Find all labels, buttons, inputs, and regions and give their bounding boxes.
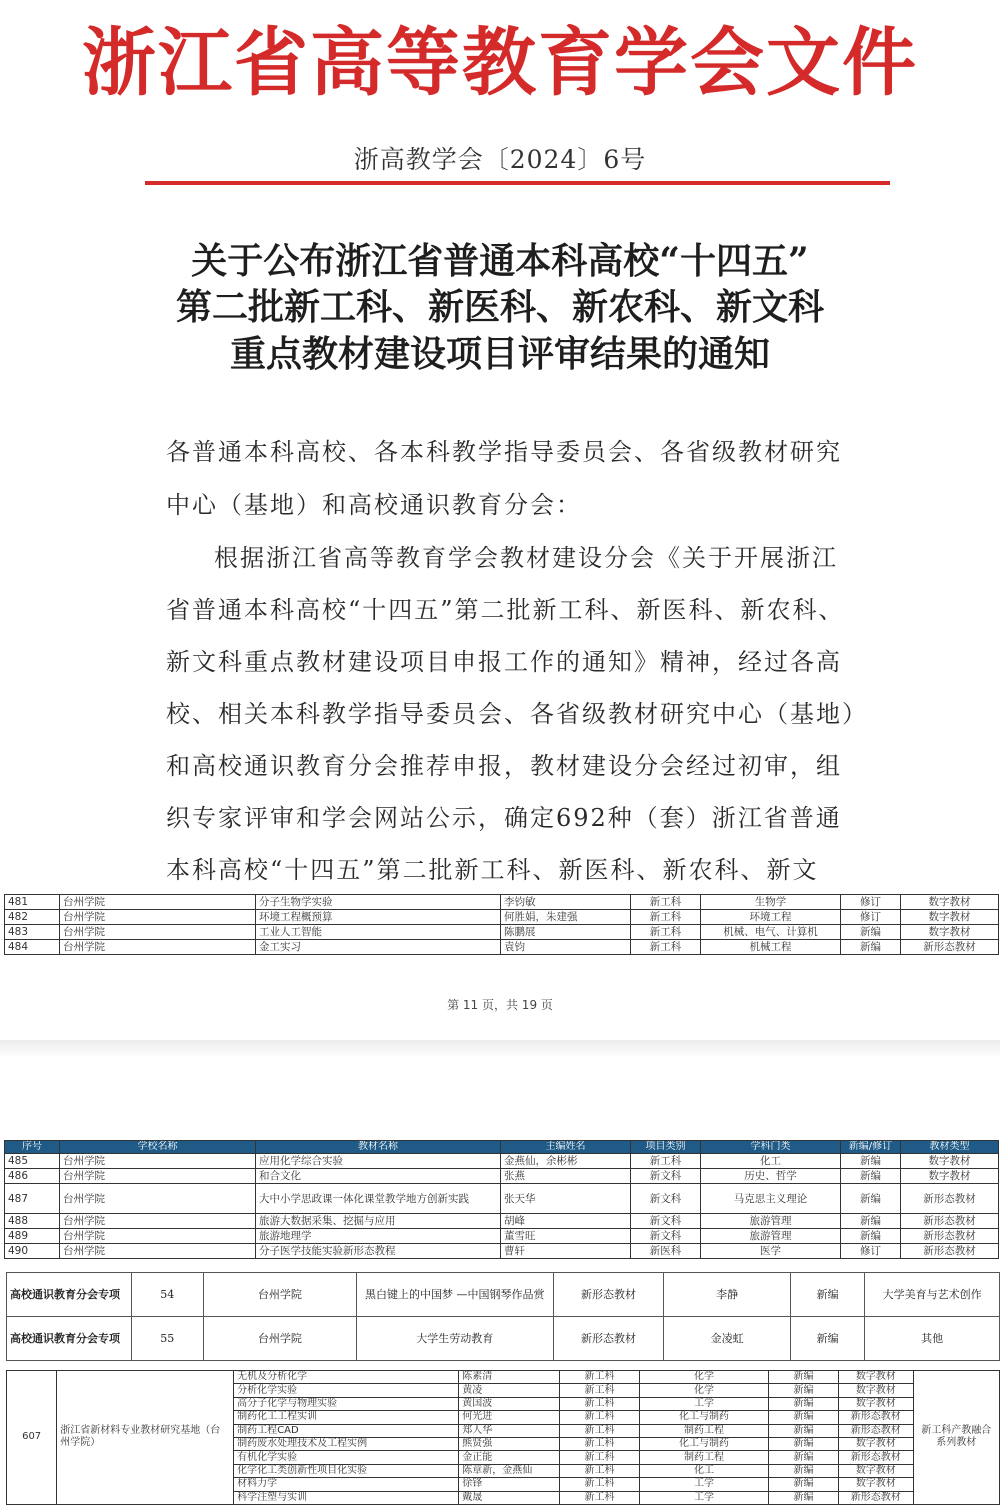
- table-cell: 新工科: [631, 895, 701, 910]
- table-cell: 486: [5, 1169, 60, 1184]
- table-cell: 数字教材: [839, 1464, 913, 1477]
- document-number: 浙高教学会〔2024〕6号: [353, 145, 647, 174]
- table-cell: 新形态教材: [553, 1317, 664, 1361]
- table-cell: 481: [5, 895, 60, 910]
- table-cell: 制药废水处理技术及工程实例: [234, 1437, 459, 1450]
- table-row: [5, 1214, 999, 1229]
- table-cell: 台州学院: [60, 925, 256, 940]
- table-row: [7, 1273, 1000, 1317]
- table-cell: 台州学院: [203, 1273, 356, 1317]
- body-line: 中心（基地）和高校通识教育分会：: [166, 491, 582, 519]
- table-row: [7, 1371, 1000, 1384]
- table-cell: 新工科: [559, 1411, 639, 1424]
- table-cell: 陈鹏展: [501, 925, 631, 940]
- table-cell: 数字教材: [839, 1478, 913, 1491]
- table-cell: 历史、哲学: [701, 1169, 841, 1184]
- body-line: 织专家评审和学会网站公示，确定692种（套）浙江省普通: [166, 804, 842, 832]
- table-cell: 新文科: [631, 1184, 701, 1214]
- table-cell: 工业人工智能: [256, 925, 501, 940]
- table-cell: 无机及分析化学: [234, 1371, 459, 1384]
- table-cell: 54: [131, 1273, 203, 1317]
- table-row: [5, 1154, 999, 1169]
- table-cell: 新编: [841, 1229, 901, 1244]
- table-cell: 大中小学思政课一体化课堂教学地方创新实践: [256, 1184, 501, 1214]
- table-cell: 新编: [768, 1384, 838, 1397]
- table-cell: 新编: [768, 1411, 838, 1424]
- table-cell: 环境工程概预算: [256, 910, 501, 925]
- table-cell: 修订: [841, 910, 901, 925]
- column-header: 教材名称: [256, 1141, 501, 1154]
- table-cell: 新文科: [631, 1229, 701, 1244]
- table-cell: 黄凌: [459, 1384, 560, 1397]
- page-separator: [0, 1040, 1000, 1058]
- table-cell: 工学: [640, 1491, 769, 1504]
- table-cell: 数字教材: [901, 895, 999, 910]
- table-cell: 材料力学: [234, 1478, 459, 1491]
- table-cell: 新编: [790, 1317, 864, 1361]
- table-cell: 台州学院: [60, 1214, 256, 1229]
- table-cell: 新形态教材: [901, 940, 999, 955]
- table-cell: 机械工程: [701, 940, 841, 955]
- table-cell: 488: [5, 1214, 60, 1229]
- table-cell: 金凌虹: [664, 1317, 791, 1361]
- table-cell: 何光进: [459, 1411, 560, 1424]
- table-cell: 台州学院: [203, 1317, 356, 1361]
- notice-title-line: 关于公布浙江省普通本科高校“十四五”: [191, 240, 809, 282]
- table-cell: 环境工程: [701, 910, 841, 925]
- table-cell: 大学美育与艺术创作: [865, 1273, 1000, 1317]
- table-cell: 黄国波: [459, 1397, 560, 1410]
- table-cell: 数字教材: [901, 910, 999, 925]
- table-cell: 新编: [768, 1491, 838, 1504]
- table-cell: 其他: [865, 1317, 1000, 1361]
- table-cell: 新工科: [559, 1464, 639, 1477]
- table-cell: 数字教材: [901, 1169, 999, 1184]
- body-line: 各普通本科高校、各本科教学指导委员会、各省级教材研究: [166, 438, 842, 466]
- table-cell-base: 浙江省新材料专业教材研究基地（台州学院）: [57, 1371, 234, 1505]
- table-cell: 数字教材: [839, 1397, 913, 1410]
- table-cell: 袁钧: [501, 940, 631, 955]
- table-cell: 新编: [841, 1154, 901, 1169]
- body-line: 根据浙江省高等教育学会教材建设分会《关于开展浙江: [214, 544, 838, 572]
- table-cell: 高校通识教育分会专项: [7, 1317, 132, 1361]
- table-cell: 数字教材: [839, 1384, 913, 1397]
- table-cell: 483: [5, 925, 60, 940]
- column-header: 项目类别: [631, 1141, 701, 1154]
- table-cell: 新编: [841, 1214, 901, 1229]
- table-row: [5, 910, 999, 925]
- results-table-fragment-a: [4, 894, 999, 955]
- table-cell: 数字教材: [839, 1371, 913, 1384]
- column-header: 学校名称: [60, 1141, 256, 1154]
- table-cell: 新医科: [631, 1244, 701, 1259]
- table-cell: 新编: [768, 1397, 838, 1410]
- table-cell: 高校通识教育分会专项: [7, 1273, 132, 1317]
- table-row: [5, 940, 999, 955]
- table-cell: 487: [5, 1184, 60, 1214]
- table-cell: 新形态教材: [901, 1184, 999, 1214]
- table-cell: 新工科: [559, 1397, 639, 1410]
- table-cell: 制药工程: [640, 1424, 769, 1437]
- notice-title-line: 第二批新工科、新医科、新农科、新文科: [175, 286, 824, 328]
- table-cell: 新工科: [559, 1371, 639, 1384]
- table-cell: 新编: [841, 940, 901, 955]
- table-cell: 曹轩: [501, 1244, 631, 1259]
- table-cell: 化学: [640, 1371, 769, 1384]
- table-cell: 科学注塑与实训: [234, 1491, 459, 1504]
- table-cell: 李静: [664, 1273, 791, 1317]
- table-cell: 修订: [841, 895, 901, 910]
- table-cell: 张天华: [501, 1184, 631, 1214]
- table-cell: 张燕: [501, 1169, 631, 1184]
- table-row: [5, 1169, 999, 1184]
- table-cell: 台州学院: [60, 1169, 256, 1184]
- table-cell: 化学: [640, 1384, 769, 1397]
- table-cell: 新工科: [631, 925, 701, 940]
- table-cell: 数字教材: [901, 925, 999, 940]
- table-cell: 新工科: [631, 910, 701, 925]
- table-cell: 金工实习: [256, 940, 501, 955]
- table-cell: 工学: [640, 1478, 769, 1491]
- table-cell: 李钧敏: [501, 895, 631, 910]
- table-cell: 分子医学技能实验新形态教程: [256, 1244, 501, 1259]
- table-cell: 机械、电气、计算机: [701, 925, 841, 940]
- table-cell: 新编: [841, 1169, 901, 1184]
- table-cell: 新编: [768, 1371, 838, 1384]
- table-cell: 数字教材: [901, 1154, 999, 1169]
- table-cell: 台州学院: [60, 940, 256, 955]
- table-cell: 新形态教材: [901, 1214, 999, 1229]
- table-cell: 郑人华: [459, 1424, 560, 1437]
- table-cell: 489: [5, 1229, 60, 1244]
- table-cell: 应用化学综合实验: [256, 1154, 501, 1169]
- table-row: [5, 1244, 999, 1259]
- table-cell: 旅游地理学: [256, 1229, 501, 1244]
- table-cell: 新工科: [559, 1451, 639, 1464]
- table-cell: 化学化工类创新性项目化实验: [234, 1464, 459, 1477]
- table-cell: 新编: [790, 1273, 864, 1317]
- table-cell: 新形态教材: [901, 1244, 999, 1259]
- table-cell: 新工科: [631, 1154, 701, 1169]
- table-cell: 医学: [701, 1244, 841, 1259]
- notice-title-line: 重点教材建设项目评审结果的通知: [229, 333, 770, 375]
- table-cell: 陈章新，金燕仙: [459, 1464, 560, 1477]
- table-cell: 制药工程CAD: [234, 1424, 459, 1437]
- table-cell: 制药化工工程实训: [234, 1411, 459, 1424]
- body-line: 省普通本科高校“十四五”第二批新工科、新医科、新农科、: [166, 596, 845, 624]
- table-cell: 徐锋: [459, 1478, 560, 1491]
- table-cell: 新形态教材: [901, 1229, 999, 1244]
- table-cell: 新编: [768, 1464, 838, 1477]
- table-cell: 新工科: [559, 1384, 639, 1397]
- table-header-row: [5, 1141, 999, 1154]
- body-line: 本科高校“十四五”第二批新工科、新医科、新农科、新文: [166, 856, 819, 884]
- table-cell: 新形态教材: [839, 1451, 913, 1464]
- table-cell: 旅游管理: [701, 1229, 841, 1244]
- table-cell: 化工: [701, 1154, 841, 1169]
- table-cell: 熊贤强: [459, 1437, 560, 1450]
- table-cell: 黑白键上的中国梦 —中国钢琴作品赏: [356, 1273, 553, 1317]
- table-row: [5, 895, 999, 910]
- table-cell: 新编: [768, 1478, 838, 1491]
- table-cell: 戴晟: [459, 1491, 560, 1504]
- table-cell: 新文科: [631, 1169, 701, 1184]
- table-cell: 马克思主义理论: [701, 1184, 841, 1214]
- table-cell: 大学生劳动教育: [356, 1317, 553, 1361]
- results-table-fragment-c: [6, 1272, 1000, 1361]
- column-header: 序号: [5, 1141, 60, 1154]
- body-line: 校、相关本科教学指导委员会、各省级教材研究中心（基地）: [166, 700, 868, 728]
- table-cell: 台州学院: [60, 1229, 256, 1244]
- table-cell: 482: [5, 910, 60, 925]
- table-cell: 新工科: [559, 1478, 639, 1491]
- column-header: 主编姓名: [501, 1141, 631, 1154]
- table-cell: 工学: [640, 1397, 769, 1410]
- table-cell: 金燕仙，余彬彬: [501, 1154, 631, 1169]
- results-table-fragment-b: [4, 1140, 999, 1259]
- table-row: [5, 925, 999, 940]
- table-cell: 新编: [768, 1451, 838, 1464]
- table-cell-series: 新工科产教融合系列教材: [913, 1371, 1000, 1505]
- table-cell-index: 607: [7, 1371, 57, 1505]
- table-cell: 台州学院: [60, 1154, 256, 1169]
- table-cell: 胡峰: [501, 1214, 631, 1229]
- table-cell: 新编: [768, 1437, 838, 1450]
- table-cell: 台州学院: [60, 1184, 256, 1214]
- table-cell: 新工科: [631, 940, 701, 955]
- table-cell: 485: [5, 1154, 60, 1169]
- table-cell: 高分子化学与物理实验: [234, 1397, 459, 1410]
- table-cell: 新编: [841, 1184, 901, 1214]
- column-header: 学科门类: [701, 1141, 841, 1154]
- table-cell: 新形态教材: [839, 1411, 913, 1424]
- table-cell: 新形态教材: [839, 1491, 913, 1504]
- table-cell: 新工科: [559, 1424, 639, 1437]
- table-cell: 金正能: [459, 1451, 560, 1464]
- table-cell: 新工科: [559, 1491, 639, 1504]
- table-cell: 有机化学实验: [234, 1451, 459, 1464]
- table-cell: 化工与制药: [640, 1437, 769, 1450]
- column-header: 教材类型: [901, 1141, 999, 1154]
- table-row: [5, 1229, 999, 1244]
- table-cell: 化工: [640, 1464, 769, 1477]
- table-cell: 新形态教材: [553, 1273, 664, 1317]
- table-cell: 台州学院: [60, 1244, 256, 1259]
- table-cell: 生物学: [701, 895, 841, 910]
- table-cell: 修订: [841, 1244, 901, 1259]
- table-cell: 490: [5, 1244, 60, 1259]
- table-cell: 旅游管理: [701, 1214, 841, 1229]
- table-row: [5, 1184, 999, 1214]
- table-cell: 新工科: [559, 1437, 639, 1450]
- table-cell: 台州学院: [60, 910, 256, 925]
- document-header-title: 浙江省高等教育学会文件: [82, 20, 918, 106]
- table-cell: 和合文化: [256, 1169, 501, 1184]
- table-cell: 董雪旺: [501, 1229, 631, 1244]
- table-cell: 55: [131, 1317, 203, 1361]
- column-header: 新编/修订: [841, 1141, 901, 1154]
- body-line: 新文科重点教材建设项目申报工作的通知》精神，经过各高: [166, 648, 842, 676]
- table-cell: 新编: [841, 925, 901, 940]
- results-table-fragment-d: [6, 1370, 1000, 1505]
- table-row: [7, 1317, 1000, 1361]
- table-cell: 484: [5, 940, 60, 955]
- table-cell: 台州学院: [60, 895, 256, 910]
- table-cell: 何胜娟，朱建强: [501, 910, 631, 925]
- red-divider: [145, 181, 890, 185]
- table-cell: 分子生物学实验: [256, 895, 501, 910]
- table-cell: 新形态教材: [839, 1424, 913, 1437]
- table-cell: 新编: [768, 1424, 838, 1437]
- table-cell: 数字教材: [839, 1437, 913, 1450]
- table-cell: 旅游大数据采集、挖掘与应用: [256, 1214, 501, 1229]
- table-cell: 新文科: [631, 1214, 701, 1229]
- page-footer: 第 11 页，共 19 页: [447, 998, 553, 1012]
- table-cell: 分析化学实验: [234, 1384, 459, 1397]
- table-cell: 陈素清: [459, 1371, 560, 1384]
- table-cell: 制药工程: [640, 1451, 769, 1464]
- body-line: 和高校通识教育分会推荐申报，教材建设分会经过初审，组: [166, 752, 842, 780]
- table-cell: 化工与制药: [640, 1411, 769, 1424]
